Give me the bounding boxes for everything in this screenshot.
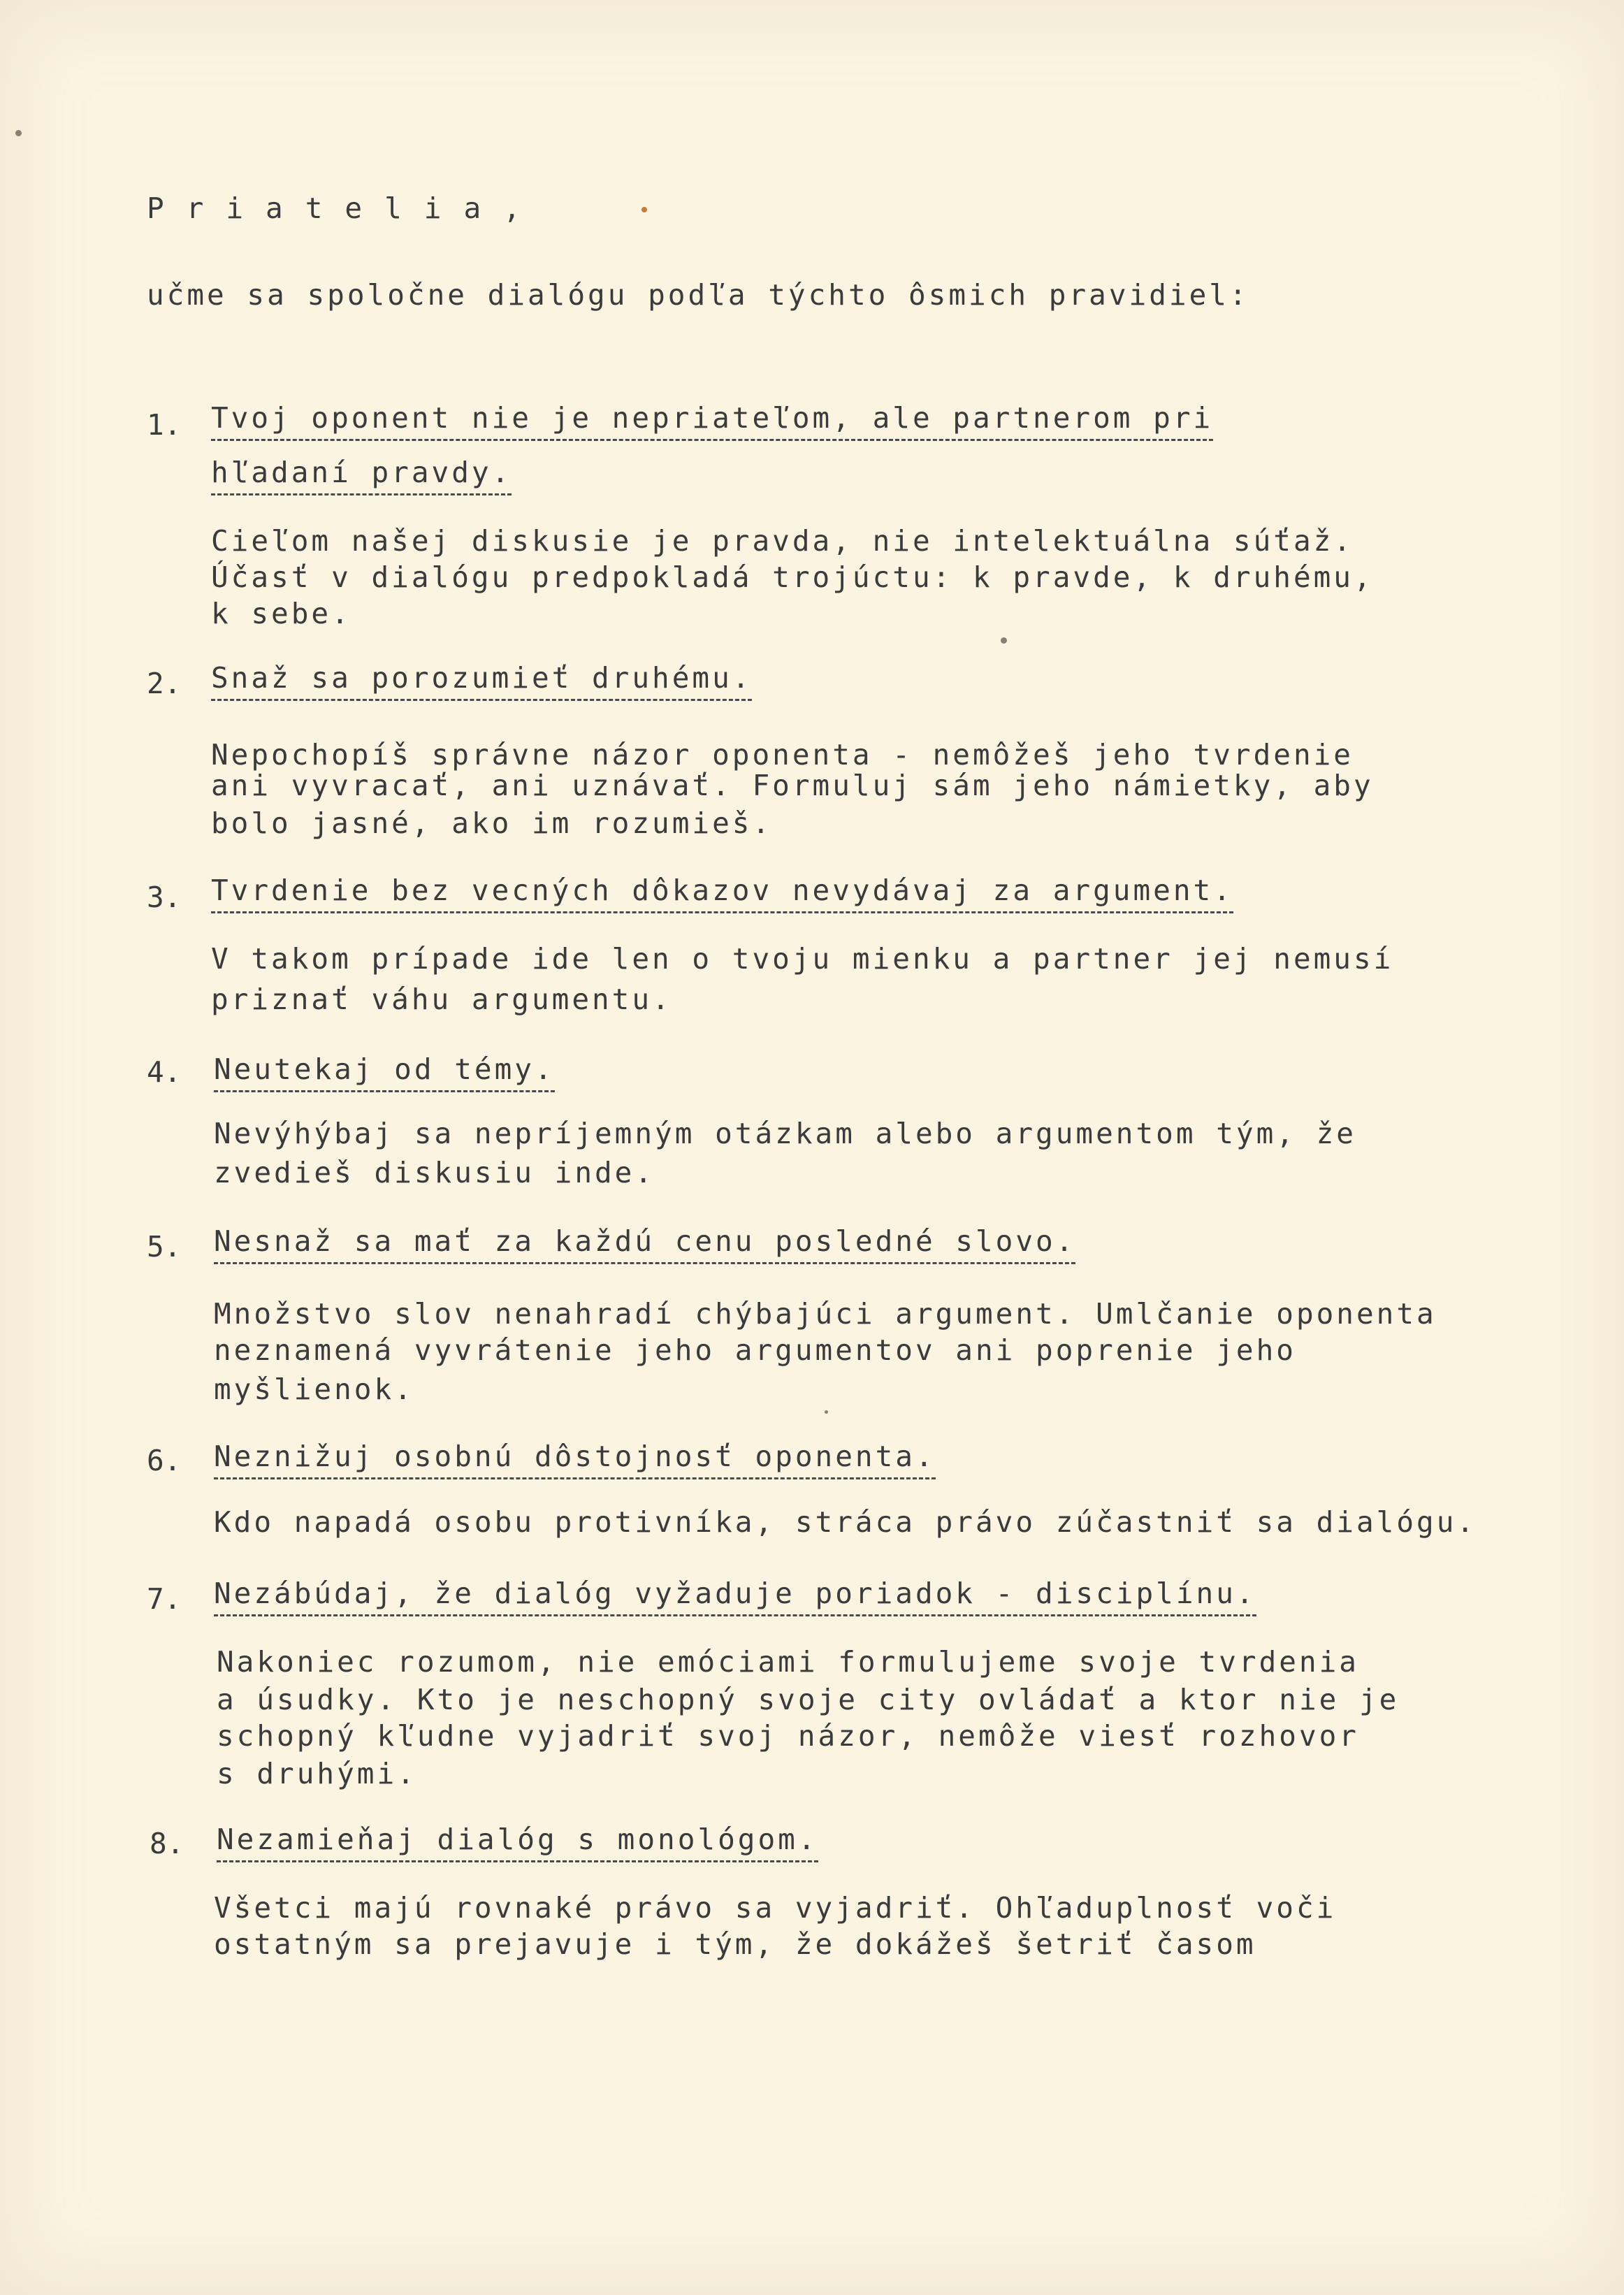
rule-body-5a: Množstvo slov nenahradí chýbajúci argument. Umlčanie oponenta — [214, 1297, 1437, 1331]
rule-number-2: 2. — [147, 667, 182, 700]
rule-number-7: 7. — [147, 1582, 182, 1616]
paper-speck — [825, 1410, 828, 1414]
rule-body-2b: ani vyvracať, ani uznávať. Formuluj sám jeho námietky, aby — [211, 769, 1374, 802]
rule-body-7a: Nakoniec rozumom, nie emóciami formulujeme svoje tvrdenia — [217, 1645, 1359, 1679]
ink-dot — [641, 207, 647, 212]
rule-body-4a: Nevýhýbaj sa nepríjemným otázkam alebo argumentom tým, že — [214, 1117, 1356, 1150]
rule-body-1c: k sebe. — [211, 597, 351, 630]
rule-heading-6: Neznižuj osobnú dôstojnosť oponenta. — [214, 1438, 936, 1479]
rule-number-6: 6. — [147, 1444, 182, 1477]
rule-heading-1a: Tvoj oponent nie je nepriateľom, ale partnerom pri — [211, 400, 1213, 441]
rule-body-1b: Účasť v dialógu predpokladá trojúctu: k pravde, k druhému, — [211, 560, 1374, 594]
rule-number-8: 8. — [150, 1827, 184, 1860]
rule-heading-3: Tvrdenie bez vecných dôkazov nevydávaj za argument. — [211, 872, 1233, 913]
paper-speck — [15, 130, 22, 136]
rule-body-1a: Cieľom našej diskusie je pravda, nie intelektuálna súťaž. — [211, 524, 1354, 558]
rule-body-8b: ostatným sa prejavuje i tým, že dokážeš šetriť časom — [214, 1927, 1256, 1961]
paper-speck — [1001, 637, 1007, 644]
rule-body-5b: neznamená vyvrátenie jeho argumentov ani poprenie jeho — [214, 1333, 1296, 1367]
rule-body-3b: priznať váhu argumentu. — [211, 983, 672, 1016]
intro-text: učme sa spoločne dialógu podľa týchto ôsmich pravidiel: — [147, 278, 1249, 312]
rule-heading-5: Nesnaž sa mať za každú cenu posledné slovo. — [214, 1223, 1075, 1264]
rule-body-7c: schopný kľudne vyjadriť svoj názor, nemôže viesť rozhovor — [217, 1719, 1359, 1753]
rule-body-4b: zvedieš diskusiu inde. — [214, 1156, 655, 1189]
rule-body-5c: myšlienok. — [214, 1373, 414, 1406]
salutation: Priatelia, — [147, 191, 543, 225]
rule-heading-1b: hľadaní pravdy. — [211, 454, 512, 495]
rule-heading-7: Nezábúdaj, že dialóg vyžaduje poriadok - disciplínu. — [214, 1575, 1256, 1616]
rule-number-5: 5. — [147, 1230, 182, 1264]
rule-heading-4: Neutekaj od témy. — [214, 1051, 555, 1092]
rule-body-7d: s druhými. — [217, 1757, 417, 1790]
rule-body-2c: bolo jasné, ako im rozumieš. — [211, 806, 773, 840]
rule-number-3: 3. — [147, 881, 182, 914]
rule-number-1: 1. — [147, 408, 182, 442]
rule-heading-2: Snaž sa porozumieť druhému. — [211, 660, 752, 701]
rule-heading-8: Nezamieňaj dialóg s monológom. — [217, 1821, 818, 1862]
rule-body-7b: a úsudky. Kto je neschopný svoje city ovládať a ktor nie je — [217, 1683, 1400, 1716]
rule-number-4: 4. — [147, 1055, 182, 1089]
rule-body-6a: Kdo napadá osobu protivníka, stráca právo zúčastniť sa dialógu. — [214, 1505, 1477, 1539]
rule-body-3a: V takom prípade ide len o tvoju mienku a partner jej nemusí — [211, 942, 1394, 976]
rule-body-8a: Všetci majú rovnaké právo sa vyjadriť. Ohľaduplnosť voči — [214, 1891, 1337, 1925]
rule-body-2a: Nepochopíš správne názor oponenta - nemôžeš jeho tvrdenie — [211, 738, 1354, 772]
